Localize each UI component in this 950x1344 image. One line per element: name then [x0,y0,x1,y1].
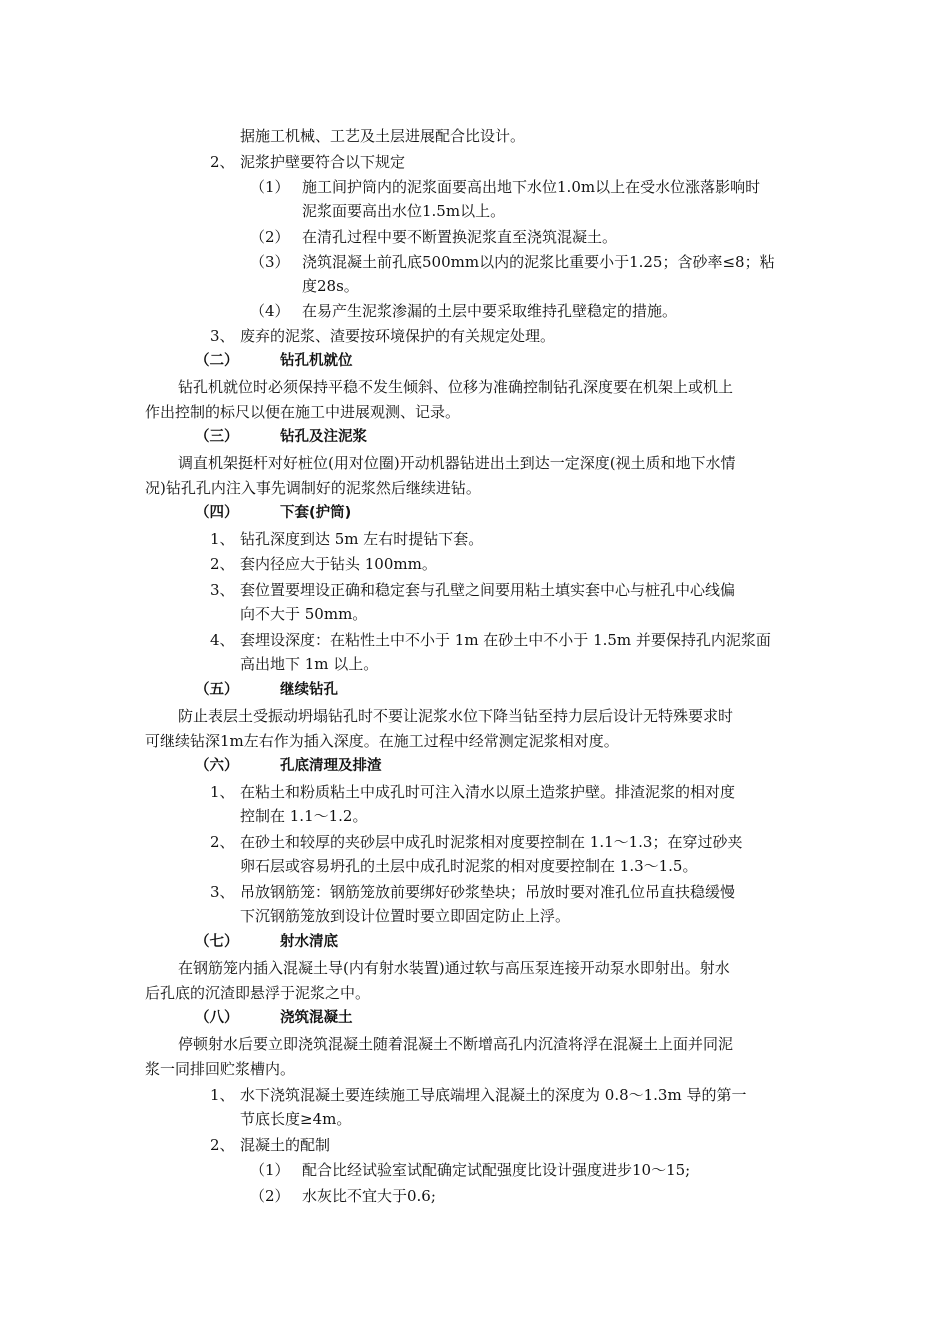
paragraph-line: 可继续钻深1m左右作为插入深度。在施工过程中经常测定泥浆相对度。 [145,732,619,750]
text-line: 高出地下 1m 以上。 [240,655,379,673]
text-line: 废弃的泥浆、渣要按环境保护的有关规定处理。 [240,327,556,345]
section-heading: 钻孔机就位 [280,353,353,369]
list-number: 3、 [210,883,235,901]
text-line: 向不大于 50mm。 [240,605,368,623]
text-line: 在粘土和粉质粘土中成孔时可注入清水以原土造浆护壁。排渣泥浆的相对度 [240,783,736,801]
section-number: （五） [195,682,239,698]
list-number: 4、 [210,631,235,649]
paragraph-line: 停顿射水后要立即浇筑混凝土随着混凝土不断增高孔内沉渣将浮在混凝土上面并同泥 [178,1035,734,1053]
paragraph-line: 作出控制的标尺以便在施工中进展观测、记录。 [145,403,461,421]
section-heading: 射水清底 [280,934,338,950]
list-number: 2、 [210,555,235,573]
section-number: （七） [195,934,239,950]
text-line: 套内径应大于钻头 100mm。 [240,555,437,573]
section-heading: 钻孔及注泥浆 [280,429,367,445]
paragraph-line: 况)钻孔孔内注入事先调制好的泥浆然后继续进钻。 [145,479,481,497]
text-line: 套位置要埋设正确和稳定套与孔壁之间要用粘土填实套中心与桩孔中心线偏 [240,581,736,599]
list-number: 2、 [210,833,235,851]
list-number: 1、 [210,1086,235,1104]
section-number: （八） [195,1010,239,1026]
text-line: 混凝土的配制 [240,1136,331,1154]
list-number: 1、 [210,783,235,801]
paragraph-line: 钻孔机就位时必须保持平稳不发生倾斜、位移为准确控制钻孔深度要在机架上或机上 [178,378,734,396]
section-heading: 继续钻孔 [280,682,338,698]
section-number: （二） [195,353,239,369]
list-number: 1、 [210,530,235,548]
list-number: 3、 [210,327,235,345]
section-heading: 浇筑混凝土 [280,1010,353,1026]
paragraph-line: 在钢筋笼内插入混凝土导(内有射水装置)通过软与高压泵连接开动泵水即射出。射水 [178,959,730,977]
paragraph-line: 调直机架挺杆对好桩位(用对位圈)开动机器钻进出土到达一定深度(视土质和地下水情 [178,454,736,472]
list-number: 3、 [210,581,235,599]
text-line: 套埋设深度：在粘性土中不小于 1m 在砂土中不小于 1.5m 并要保持孔内泥浆面 [240,631,771,649]
paragraph-line: 浆一同排回贮浆槽内。 [145,1060,296,1078]
text-line: 下沉钢筋笼放到设计位置时要立即固定防止上浮。 [240,907,571,925]
sub-list-number: （1） [250,178,290,196]
sub-list-number: （2） [250,228,290,246]
section-heading: 孔底清理及排渣 [280,758,382,774]
section-number: （三） [195,429,239,445]
sub-list-number: （4） [250,302,290,320]
text-line: 度28s。 [302,277,359,295]
text-line: 泥浆面要高出水位1.5m以上。 [302,202,506,220]
text-line: 泥浆护壁要符合以下规定 [240,153,406,171]
sub-list-number: （1） [250,1161,290,1179]
text-line: 水灰比不宜大于0.6; [302,1187,436,1205]
text-line: 据施工机械、工艺及土层进展配合比设计。 [240,127,526,145]
paragraph-line: 后孔底的沉渣即悬浮于泥浆之中。 [145,984,371,1002]
text-line: 在清孔过程中要不断置换泥浆直至浇筑混凝土。 [302,228,618,246]
text-line: 在砂土和较厚的夹砂层中成孔时泥浆相对度要控制在 1.1～1.3；在穿过砂夹 [240,833,743,851]
paragraph-line: 防止表层土受振动坍塌钻孔时不要让泥浆水位下降当钻至持力层后设计无特殊要求时 [178,707,734,725]
list-number: 2、 [210,1136,235,1154]
text-line: 配合比经试验室试配确定试配强度比设计强度进步10～15; [302,1161,691,1179]
text-line: 在易产生泥浆渗漏的土层中要采取维持孔壁稳定的措施。 [302,302,678,320]
text-line: 钻孔深度到达 5m 左右时提钻下套。 [240,530,484,548]
list-number: 2、 [210,153,235,171]
text-line: 节底长度≥4m。 [240,1110,352,1128]
text-line: 吊放钢筋笼：钢筋笼放前要绑好砂浆垫块；吊放时要对准孔位吊直扶稳缓慢 [240,883,736,901]
text-line: 浇筑混凝土前孔底500mm以内的泥浆比重要小于1.25；含砂率≤8；粘 [302,253,775,271]
sub-list-number: （3） [250,253,290,271]
section-number: （四） [195,505,239,521]
text-line: 水下浇筑混凝土要连续施工导底端埋入混凝土的深度为 0.8～1.3m 导的第一 [240,1086,747,1104]
text-line: 卵石层或容易坍孔的土层中成孔时泥浆的相对度要控制在 1.3～1.5。 [240,857,698,875]
section-number: （六） [195,758,239,774]
section-heading: 下套(护筒) [280,505,352,521]
text-line: 控制在 1.1～1.2。 [240,807,368,825]
sub-list-number: （2） [250,1187,290,1205]
text-line: 施工间护筒内的泥浆面要高出地下水位1.0m以上在受水位涨落影响时 [302,178,761,196]
